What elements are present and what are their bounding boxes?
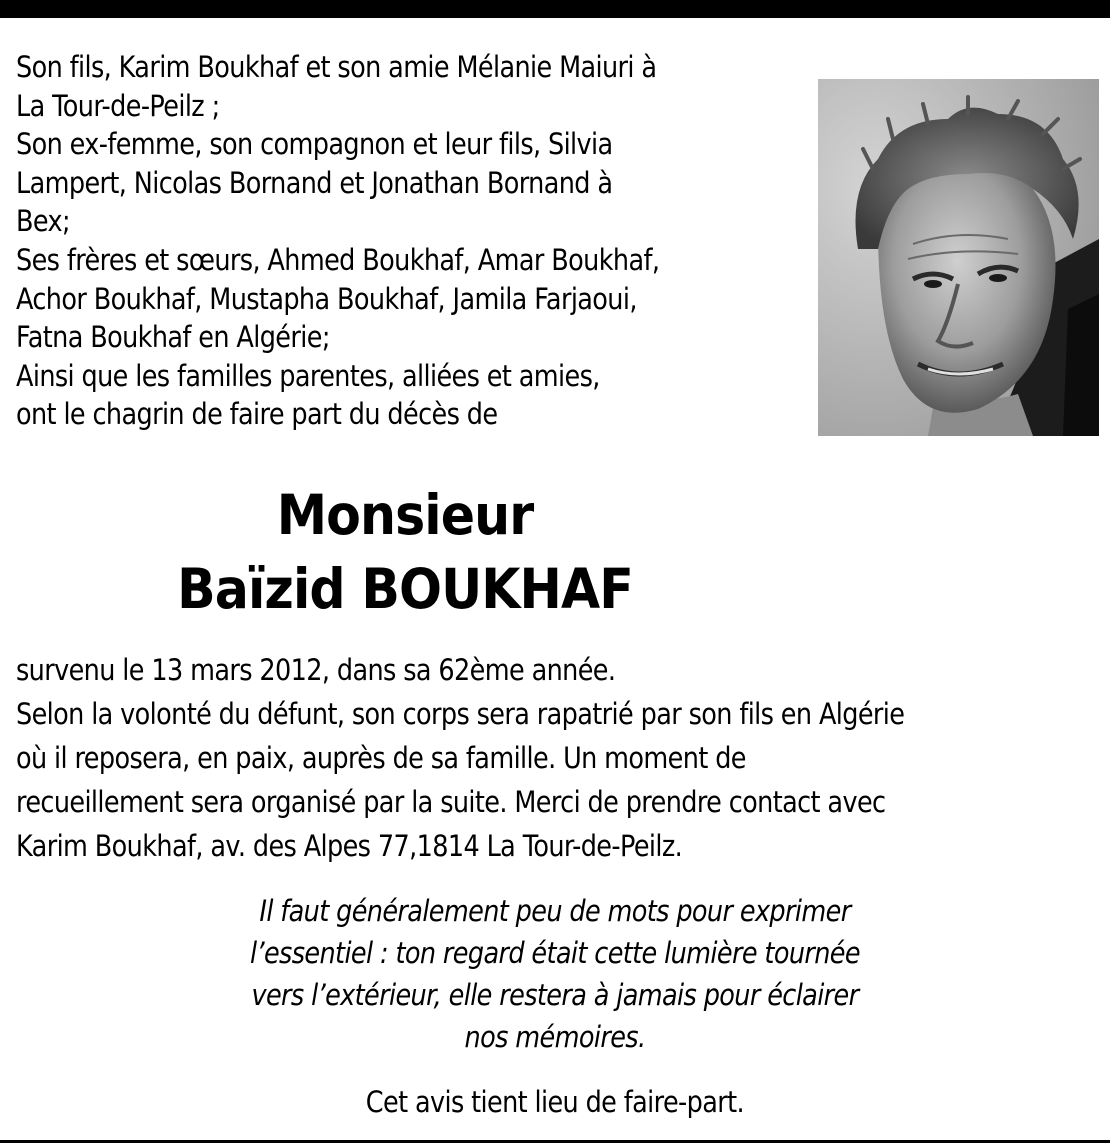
intro-line: Lampert, Nicolas Bornand et Jonathan Bornand à [16,165,613,200]
body-line: où il reposera, en paix, auprès de sa famille. Un moment de [16,741,746,775]
family-announcement [16,48,808,434]
intro-line: La Tour-de-Peilz ; [16,88,220,123]
body-line: survenu le 13 mars 2012, dans sa 62ème année. [16,653,616,687]
top-rule [0,0,1110,18]
intro-line: ont le chagrin de faire part du décès de [16,397,498,432]
death-notice-body [16,648,1098,868]
portrait-photo [818,79,1099,436]
closing-text: Cet avis tient lieu de faire-part. [365,1085,745,1119]
intro-line: Fatna Boukhaf en Algérie; [16,320,330,355]
quote-line: nos mémoires. [464,1020,646,1054]
intro-line: Achor Boukhaf, Mustapha Boukhaf, Jamila Farjaoui, [16,281,637,316]
quote-line: l’essentiel : ton regard était cette lumière tournée [249,936,860,970]
bottom-rule [0,1140,1110,1143]
deceased-name [0,478,810,626]
portrait-illustration [818,79,1099,436]
memorial-quote [0,890,1110,1058]
intro-line: Son fils, Karim Boukhaf et son amie Mélanie Maiuri à [16,50,657,84]
intro-line: Bex; [16,204,71,239]
deceased-full-name: Baïzid BOUKHAF [177,557,633,621]
closing-note [0,1080,1110,1124]
intro-line: Son ex-femme, son compagnon et leur fils, Silvia [16,127,613,162]
body-line: Selon la volonté du défunt, son corps sera rapatrié par son fils en Algérie [16,697,905,731]
intro-line: Ainsi que les familles parentes, alliées et amies, [16,358,600,393]
intro-line: Ses frères et sœurs, Ahmed Boukhaf, Amar Boukhaf, [16,242,660,277]
quote-line: Il faut généralement peu de mots pour exprimer [259,894,851,928]
deceased-title: Monsieur [276,483,534,547]
body-line: recueillement sera organisé par la suite. Merci de prendre contact avec [16,785,886,819]
quote-line: vers l’extérieur, elle restera à jamais pour éclairer [251,978,859,1012]
body-line: Karim Boukhaf, av. des Alpes 77,1814 La Tour-de-Peilz. [16,829,683,863]
